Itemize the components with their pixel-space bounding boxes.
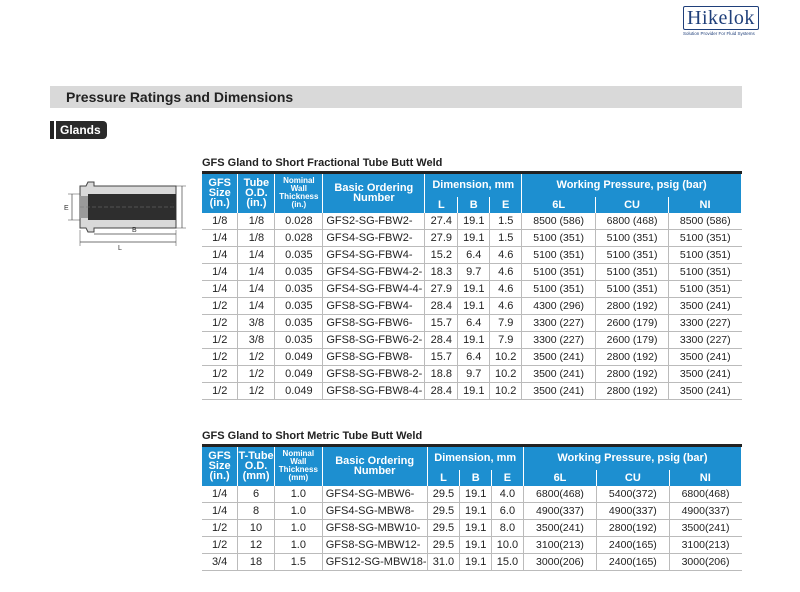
- table-cell: 1/8: [238, 213, 275, 230]
- col-b: B: [460, 470, 492, 486]
- brand-tagline: Solution Provider For Fluid Systems: [683, 31, 755, 36]
- table-row: [202, 246, 742, 263]
- col-tube-od: Tube O.D. (in.): [238, 173, 275, 213]
- table-cell: 3500 (241): [669, 297, 742, 314]
- table-row: [202, 213, 742, 230]
- table-cell: 1/2: [238, 365, 275, 382]
- table-cell: 6.4: [458, 314, 490, 331]
- table-cell: 10.2: [490, 365, 522, 382]
- table-cell: 1.0: [274, 519, 322, 536]
- col-ni: NI: [669, 197, 742, 213]
- table-cell: 5100 (351): [669, 263, 742, 280]
- metric-weld-table: [202, 444, 742, 571]
- table-cell: 19.1: [458, 297, 490, 314]
- table-cell: 3500 (241): [669, 348, 742, 365]
- table-cell: 19.1: [458, 229, 490, 246]
- table-row: [202, 553, 742, 570]
- table-cell: 3300 (227): [522, 314, 596, 331]
- table-cell: 5100 (351): [596, 280, 669, 297]
- table-cell: 1.5: [490, 229, 522, 246]
- table-cell: 5100 (351): [522, 263, 596, 280]
- col-cu: CU: [597, 470, 669, 486]
- table-cell: 0.035: [275, 314, 323, 331]
- table-cell: 1/4: [202, 263, 238, 280]
- table-cell: 6800(468): [523, 486, 596, 503]
- table-cell: GFS8-SG-MBW10-: [322, 519, 427, 536]
- col-cu: CU: [596, 197, 669, 213]
- table-cell: GFS4-SG-MBW6-: [322, 486, 427, 503]
- table-cell: 3000(206): [523, 553, 596, 570]
- table-cell: GFS8-SG-FBW8-4-: [323, 382, 425, 399]
- col-6l: 6L: [523, 470, 596, 486]
- table-cell: 3500 (241): [522, 348, 596, 365]
- brand-logo: [683, 6, 763, 36]
- table-cell: 2400(165): [597, 536, 669, 553]
- table-row: [202, 536, 742, 553]
- table-cell: 4900(337): [669, 502, 741, 519]
- table-cell: 0.035: [275, 263, 323, 280]
- table-cell: 1.0: [274, 486, 322, 503]
- table-cell: 15.7: [425, 348, 458, 365]
- table-cell: 31.0: [427, 553, 460, 570]
- table-cell: 28.4: [425, 382, 458, 399]
- table-cell: 9.7: [458, 263, 490, 280]
- table1-title: GFS Gland to Short Fractional Tube Butt Weld: [202, 157, 443, 169]
- table-cell: 29.5: [427, 486, 460, 503]
- table-cell: 6: [238, 486, 275, 503]
- table-cell: GFS4-SG-FBW4-4-: [323, 280, 425, 297]
- table-cell: 8: [238, 502, 275, 519]
- table-cell: 6800 (468): [596, 213, 669, 230]
- table-cell: 1/8: [238, 229, 275, 246]
- table-cell: 5100 (351): [596, 246, 669, 263]
- brand-name: Hikelok: [683, 6, 759, 30]
- table-cell: 19.1: [460, 553, 492, 570]
- table-cell: 7.9: [490, 331, 522, 348]
- table-cell: 2800 (192): [596, 348, 669, 365]
- table-cell: 4.6: [490, 280, 522, 297]
- table-cell: 1/4: [202, 280, 238, 297]
- table-cell: 6.4: [458, 348, 490, 365]
- table-cell: GFS8-SG-MBW12-: [322, 536, 427, 553]
- table-cell: 12: [238, 536, 275, 553]
- table-cell: 9.7: [458, 365, 490, 382]
- table-row: [202, 502, 742, 519]
- table-cell: 4300 (296): [522, 297, 596, 314]
- table-cell: 3500(241): [523, 519, 596, 536]
- table-cell: 3500 (241): [522, 365, 596, 382]
- table-cell: 3100(213): [669, 536, 741, 553]
- table-cell: 8500 (586): [669, 213, 742, 230]
- table-cell: 1/8: [202, 213, 238, 230]
- table-cell: 3/8: [238, 331, 275, 348]
- dim-label-t: T: [170, 203, 175, 210]
- table-cell: 1/4: [238, 297, 275, 314]
- table-cell: 2800 (192): [596, 382, 669, 399]
- table-cell: 10.2: [490, 348, 522, 365]
- table-cell: 5100 (351): [522, 280, 596, 297]
- table-cell: GFS4-SG-FBW2-: [323, 229, 425, 246]
- table-cell: GFS4-SG-FBW4-: [323, 246, 425, 263]
- table-cell: 6800(468): [669, 486, 741, 503]
- table-cell: 0.049: [275, 348, 323, 365]
- table-cell: 29.5: [427, 536, 460, 553]
- table-cell: 8500 (586): [522, 213, 596, 230]
- table-cell: 3/8: [238, 314, 275, 331]
- table-row: [202, 331, 742, 348]
- table-row: [202, 280, 742, 297]
- table-cell: 1/2: [202, 314, 238, 331]
- table-row: [202, 519, 742, 536]
- col-tube-od: T-Tube O.D. (mm): [238, 446, 275, 486]
- dim-label-l: L: [118, 245, 122, 252]
- table-cell: 15.0: [492, 553, 524, 570]
- table-cell: 15.2: [425, 246, 458, 263]
- table-cell: 3/4: [202, 553, 238, 570]
- table-cell: GFS8-SG-FBW4-: [323, 297, 425, 314]
- table-cell: 3500(241): [669, 519, 741, 536]
- table-cell: 19.1: [460, 519, 492, 536]
- table-cell: 0.049: [275, 382, 323, 399]
- table-cell: 1/2: [238, 348, 275, 365]
- table-cell: 1/2: [202, 382, 238, 399]
- table-cell: 1/2: [202, 348, 238, 365]
- table-cell: 1/2: [202, 519, 238, 536]
- table-cell: 3500 (241): [669, 365, 742, 382]
- table-cell: 1/4: [202, 246, 238, 263]
- table-cell: 0.028: [275, 213, 323, 230]
- table-cell: 27.9: [425, 280, 458, 297]
- table-cell: 5100 (351): [596, 229, 669, 246]
- table-cell: 19.1: [458, 213, 490, 230]
- table-cell: 5100 (351): [669, 280, 742, 297]
- dim-label-e: E: [64, 205, 69, 212]
- table-cell: 19.1: [458, 382, 490, 399]
- table-cell: 4900(337): [523, 502, 596, 519]
- col-basic-ordering: Basic Ordering Number: [322, 446, 427, 486]
- table-cell: 0.035: [275, 331, 323, 348]
- subheading-label: Glands: [56, 121, 107, 139]
- table-cell: 1/2: [202, 365, 238, 382]
- table-row: [202, 348, 742, 365]
- gland-diagram: [58, 172, 190, 252]
- table-row: [202, 297, 742, 314]
- table-cell: 1.0: [274, 536, 322, 553]
- col-dimension: Dimension, mm: [427, 446, 523, 470]
- table-cell: 18: [238, 553, 275, 570]
- table-cell: 29.5: [427, 519, 460, 536]
- table-cell: 4.6: [490, 246, 522, 263]
- table-cell: 2600 (179): [596, 314, 669, 331]
- table-row: [202, 263, 742, 280]
- table-cell: 4.6: [490, 263, 522, 280]
- table-cell: 5100 (351): [522, 246, 596, 263]
- table-cell: 5100 (351): [669, 246, 742, 263]
- table-cell: 19.1: [460, 486, 492, 503]
- col-e: E: [490, 197, 522, 213]
- col-l: L: [425, 197, 458, 213]
- col-basic-ordering: Basic Ordering Number: [323, 173, 425, 213]
- table-cell: 10: [238, 519, 275, 536]
- table-cell: 19.1: [460, 502, 492, 519]
- table-row: [202, 486, 742, 503]
- table-cell: 6.4: [458, 246, 490, 263]
- table-cell: 1.5: [274, 553, 322, 570]
- table-cell: 5100 (351): [669, 229, 742, 246]
- table-cell: 3300 (227): [522, 331, 596, 348]
- table-cell: 27.9: [425, 229, 458, 246]
- table-cell: 29.5: [427, 502, 460, 519]
- table2-title: GFS Gland to Short Metric Tube Butt Weld: [202, 430, 423, 442]
- table-cell: 1/4: [202, 486, 238, 503]
- col-6l: 6L: [522, 197, 596, 213]
- table-cell: GFS8-SG-FBW8-: [323, 348, 425, 365]
- table-cell: 19.1: [460, 536, 492, 553]
- table-cell: 4900(337): [597, 502, 669, 519]
- table-row: [202, 365, 742, 382]
- table-cell: 28.4: [425, 331, 458, 348]
- table-cell: GFS4-SG-MBW8-: [322, 502, 427, 519]
- subheading-glands: [50, 121, 107, 139]
- table-cell: 0.035: [275, 246, 323, 263]
- fractional-weld-table: [202, 171, 742, 400]
- table-cell: 2600 (179): [596, 331, 669, 348]
- table-cell: 2400(165): [597, 553, 669, 570]
- table-cell: GFS8-SG-FBW6-: [323, 314, 425, 331]
- col-l: L: [427, 470, 460, 486]
- col-b: B: [458, 197, 490, 213]
- table-cell: 2800 (192): [596, 365, 669, 382]
- table-cell: 8.0: [492, 519, 524, 536]
- table-cell: 1/4: [238, 246, 275, 263]
- table-cell: 0.049: [275, 365, 323, 382]
- dim-label-b: B: [132, 227, 137, 234]
- table-cell: 4.6: [490, 297, 522, 314]
- table-cell: 1/2: [238, 382, 275, 399]
- table-cell: 3300 (227): [669, 314, 742, 331]
- col-gfs-size: GFS Size (in.): [202, 446, 238, 486]
- table-cell: 0.028: [275, 229, 323, 246]
- table-cell: 2800(192): [597, 519, 669, 536]
- table-cell: 1.5: [490, 213, 522, 230]
- table-cell: 3500 (241): [669, 382, 742, 399]
- table-row: [202, 314, 742, 331]
- col-working-pressure: Working Pressure, psig (bar): [522, 173, 742, 197]
- table-cell: 5100 (351): [522, 229, 596, 246]
- table-cell: 4.0: [492, 486, 524, 503]
- table-cell: GFS8-SG-FBW6-2-: [323, 331, 425, 348]
- col-ni: NI: [669, 470, 741, 486]
- table-cell: 19.1: [458, 280, 490, 297]
- table-cell: 3100(213): [523, 536, 596, 553]
- table-cell: 1/2: [202, 331, 238, 348]
- table-cell: 0.035: [275, 297, 323, 314]
- page-title: Pressure Ratings and Dimensions: [66, 89, 294, 105]
- table-cell: 27.4: [425, 213, 458, 230]
- table-cell: 1/2: [202, 536, 238, 553]
- col-working-pressure: Working Pressure, psig (bar): [523, 446, 741, 470]
- table-row: [202, 382, 742, 399]
- table-cell: 10.0: [492, 536, 524, 553]
- table-cell: 1/4: [238, 263, 275, 280]
- table-cell: 18.8: [425, 365, 458, 382]
- table-cell: 3500 (241): [522, 382, 596, 399]
- table-cell: 3300 (227): [669, 331, 742, 348]
- table-row: [202, 229, 742, 246]
- table-cell: 28.4: [425, 297, 458, 314]
- table-cell: 7.9: [490, 314, 522, 331]
- table-cell: 5100 (351): [596, 263, 669, 280]
- table-cell: GFS12-SG-MBW18-: [322, 553, 427, 570]
- col-dimension: Dimension, mm: [425, 173, 522, 197]
- table-cell: 1/4: [238, 280, 275, 297]
- table-cell: 1/2: [202, 297, 238, 314]
- table-cell: 5400(372): [597, 486, 669, 503]
- table-cell: 2800 (192): [596, 297, 669, 314]
- table-cell: 1/4: [202, 229, 238, 246]
- table-cell: 18.3: [425, 263, 458, 280]
- table-cell: 1/4: [202, 502, 238, 519]
- col-gfs-size: GFS Size (in.): [202, 173, 238, 213]
- table-cell: GFS4-SG-FBW4-2-: [323, 263, 425, 280]
- table-cell: 6.0: [492, 502, 524, 519]
- table-cell: 0.035: [275, 280, 323, 297]
- table-cell: 15.7: [425, 314, 458, 331]
- col-wall-thickness: Nominal Wall Thickness (mm): [274, 446, 322, 486]
- col-e: E: [492, 470, 524, 486]
- col-wall-thickness: Nominal Wall Thickness (in.): [275, 173, 323, 213]
- subheading-marker: [50, 121, 54, 139]
- table-cell: 10.2: [490, 382, 522, 399]
- table-cell: 19.1: [458, 331, 490, 348]
- table-cell: 1.0: [274, 502, 322, 519]
- table-cell: GFS8-SG-FBW8-2-: [323, 365, 425, 382]
- table-cell: 3000(206): [669, 553, 741, 570]
- table-cell: GFS2-SG-FBW2-: [323, 213, 425, 230]
